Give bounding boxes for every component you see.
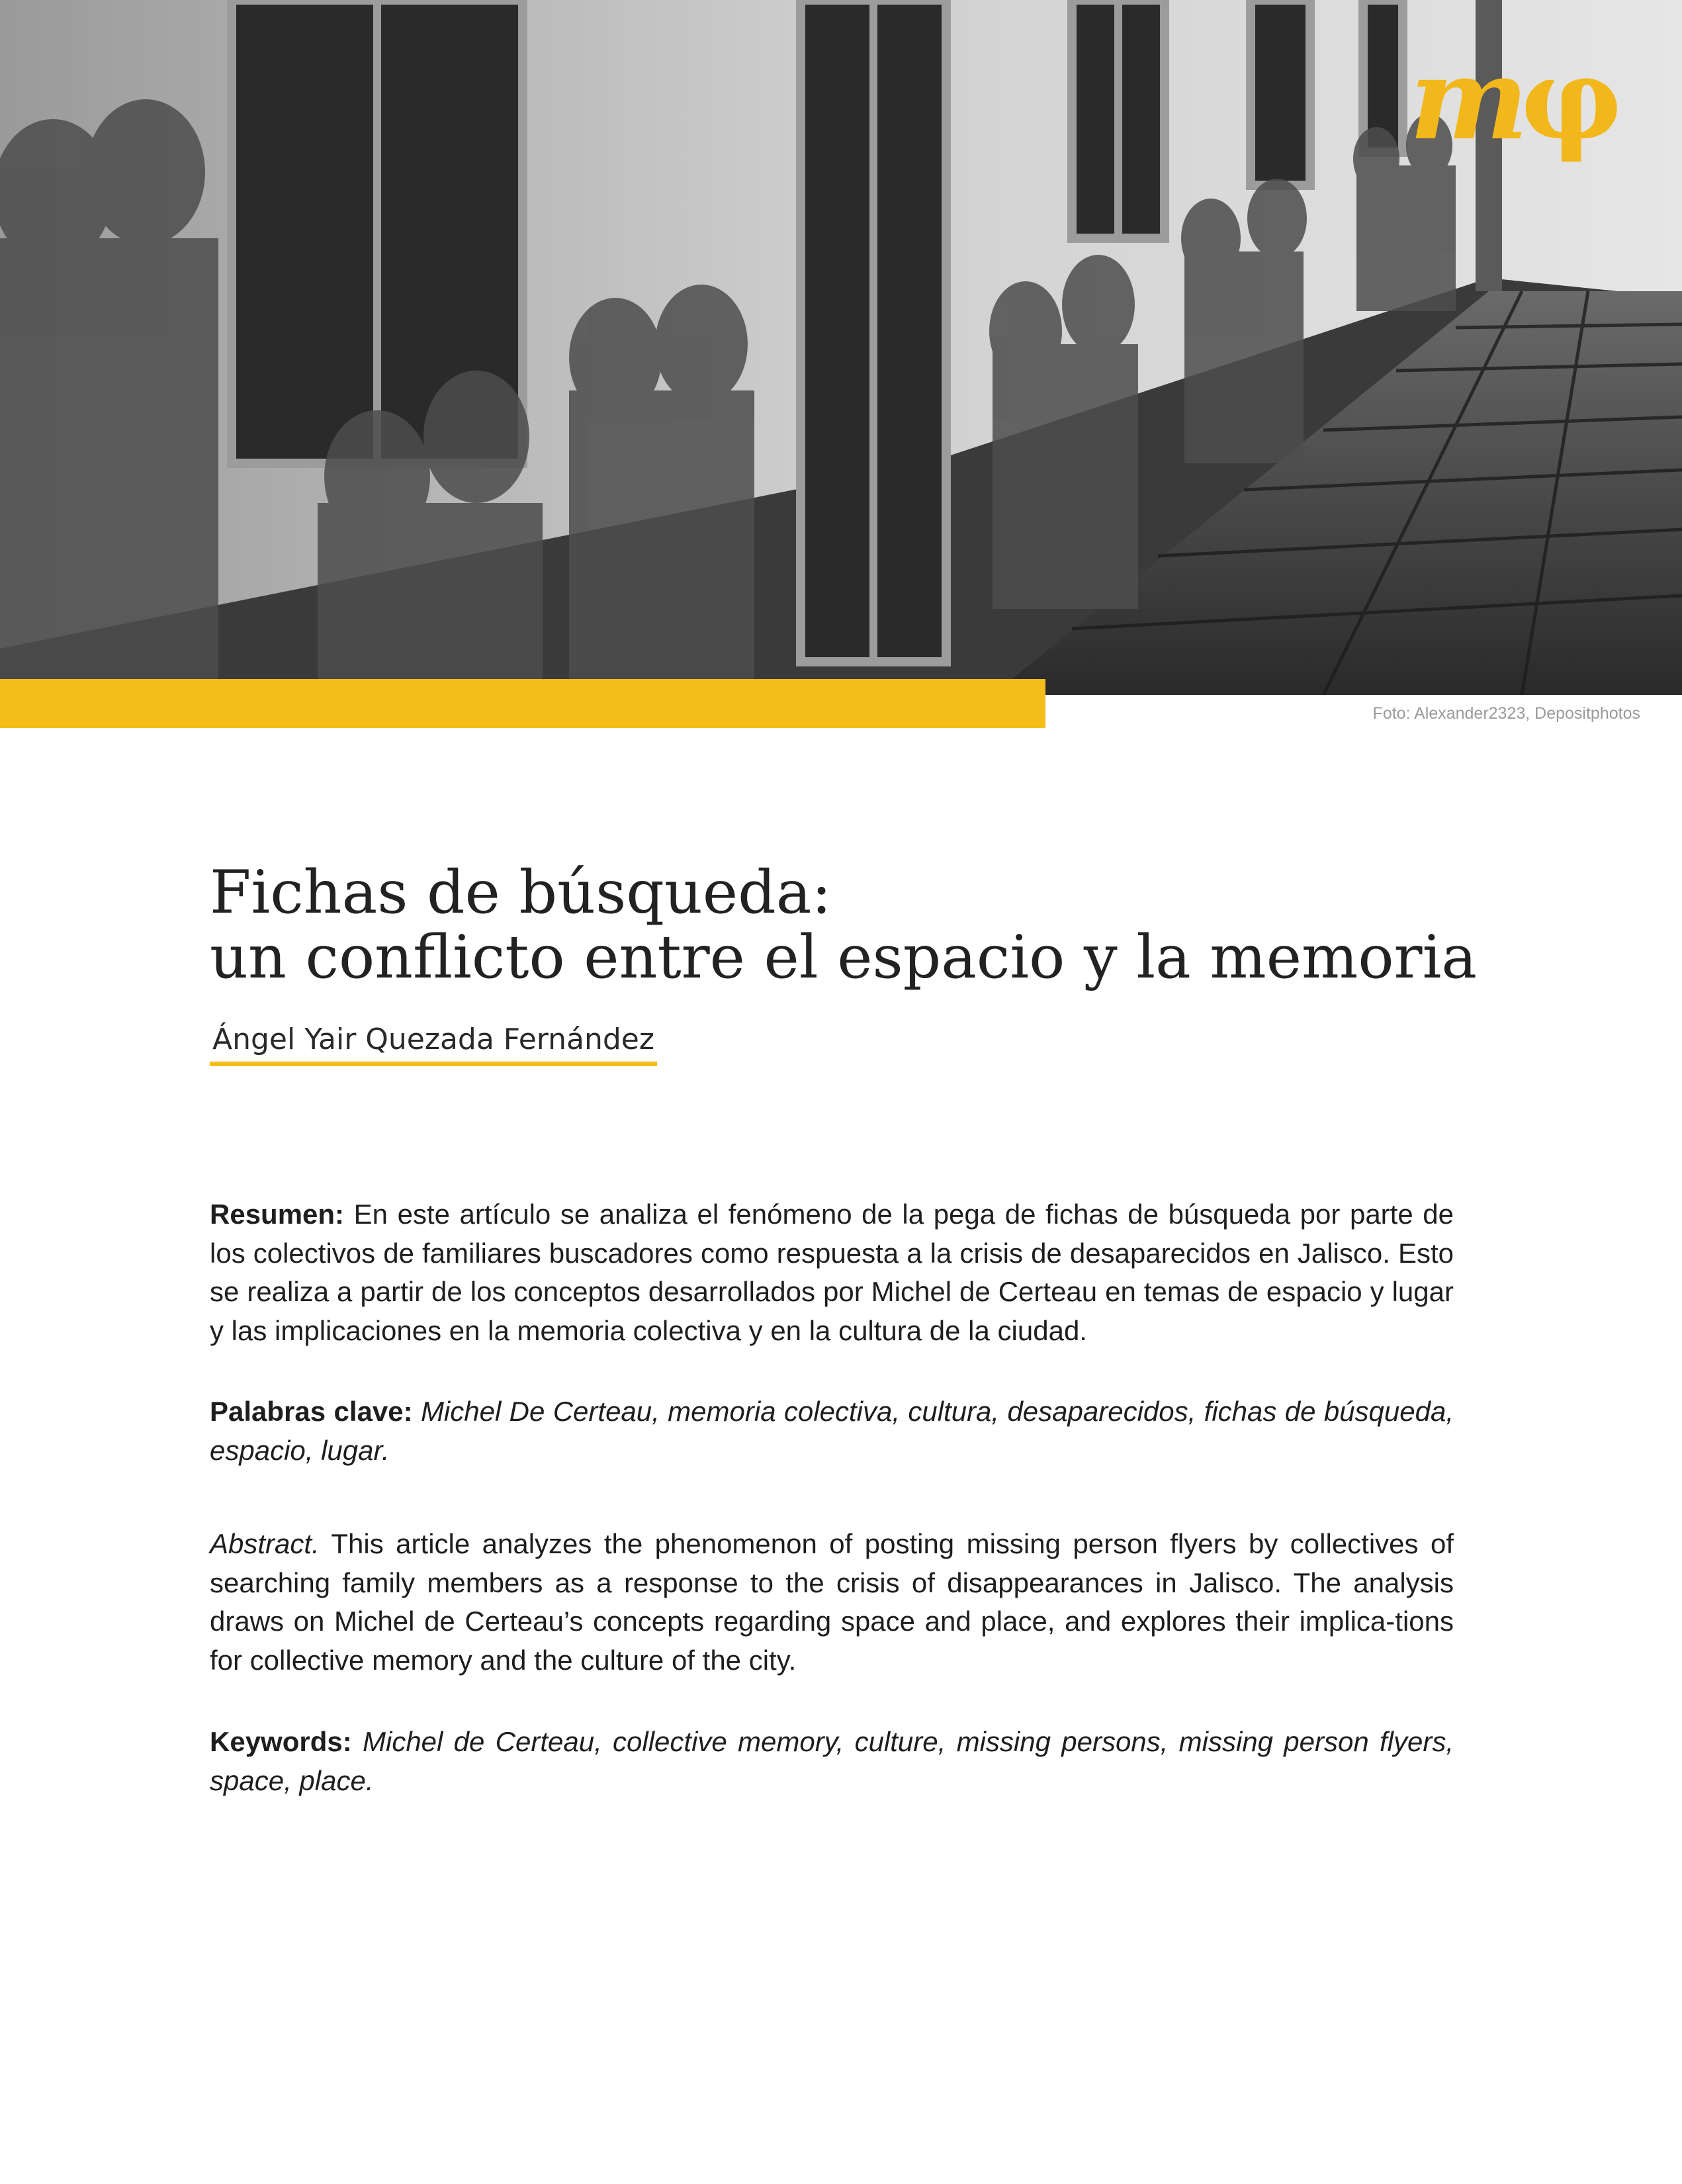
logo-letter-phi: φ xyxy=(1520,33,1622,165)
abstract-text: This article analyzes the phenomenon of posting missing person flyers by collectives of searching family members as a response to the crisis of disappearances in Jalisco. The analysis draws on Michel de Certeau’s concepts regarding space and place, and explores their implica-tions for collective memory and the culture of the city. xyxy=(210,1528,1454,1676)
keywords-text: Michel de Certeau, collective memory, culture, missing persons, missing person flyers, space, place. xyxy=(210,1726,1454,1796)
resumen-label: Resumen: xyxy=(210,1199,345,1230)
logo-letter-m: m xyxy=(1409,33,1528,165)
article-title xyxy=(210,860,1533,990)
palabras-clave-label: Palabras clave: xyxy=(210,1396,413,1427)
title-line-1: Fichas de búsqueda: xyxy=(210,858,832,927)
palabras-clave-text: Michel De Certeau, memoria colectiva, cultura, desaparecidos, fichas de búsqueda, espacio, lugar. xyxy=(210,1396,1454,1466)
accent-bar xyxy=(0,679,1045,728)
abstract-label: Abstract. xyxy=(210,1528,320,1559)
resumen-paragraph xyxy=(210,1195,1454,1350)
photo-credit: Foto: Alexander2323, Depositphotos xyxy=(1372,704,1640,723)
author-name: Ángel Yair Quezada Fernández xyxy=(210,1023,657,1066)
journal-logo xyxy=(1409,33,1622,165)
keywords-paragraph xyxy=(210,1723,1454,1800)
palabras-clave-paragraph xyxy=(210,1392,1454,1470)
resumen-text: En este artículo se analiza el fenómeno de la pega de fichas de búsqueda por parte de los colectivos de familiares buscadores como respuesta a la crisis de desaparecidos en Jalisco. Esto se realiza a partir de los conceptos desarrollados por Michel de Certeau en temas de espacio y lugar y las implicaciones en la memoria colectiva y en la cultura de la ciudad. xyxy=(210,1199,1454,1346)
abstract-paragraph xyxy=(210,1525,1454,1680)
title-line-2: un conflicto entre el espacio y la memoria xyxy=(210,923,1478,992)
keywords-label: Keywords: xyxy=(210,1726,352,1757)
